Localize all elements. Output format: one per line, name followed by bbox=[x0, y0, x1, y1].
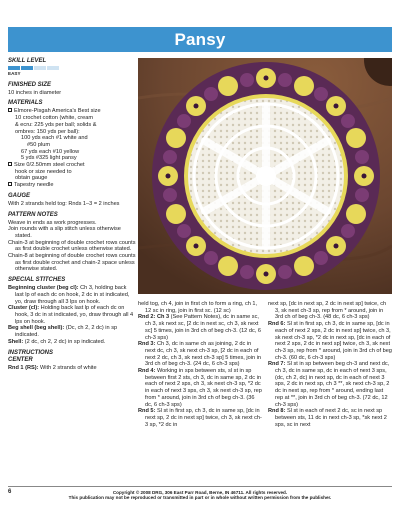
materials-item: Tapestry needle bbox=[8, 182, 136, 189]
footer-rule bbox=[8, 486, 392, 487]
gauge-section bbox=[8, 193, 136, 208]
gauge-heading: GAUGE bbox=[8, 192, 31, 199]
round-instruction: Rnd 8: Sl st in each of next 2 dc, sc in next sp between sts, 11 dc in next ch-3 sp, *sk next 2 sps, sc in next bbox=[268, 408, 387, 428]
materials-item-detail: ombres: 150 yds per ball): bbox=[15, 128, 80, 135]
round-instruction: Rnd 3: Ch 3, dc in same ch as joining, 2 dc in next dc, ch 3, sk next ch-3 sp, [2 dc in each of next 2 dc, ch 3, sk next ch-3 sp] 5 times, join in 3rd ch of beg ch-3. (24 dc, 6 ch-3 sps) bbox=[138, 341, 261, 368]
skill-level-segment bbox=[21, 66, 33, 70]
materials-item: Elmore-Pisgah America's Best size bbox=[8, 108, 136, 115]
finished-size-section bbox=[8, 82, 136, 97]
round-instruction: Rnd 4: Working in sps between sts, sl st in sp between first 2 sts, ch 3, dc in same sp, 2 dc in each of next 2 sps, ch 3, sk next ch-3 sp, *2 dc in each of next 3 sps, ch 3, sk next ch-3 sp, rep from * around, join in 3rd ch of beg ch-3. (36 dc, 6 ch-3 sps) bbox=[138, 368, 262, 408]
checkbox-icon bbox=[8, 108, 12, 112]
skill-level-value: EASY bbox=[8, 71, 21, 76]
stitch-definition: Shell: (2 dc, ch 2, 2 dc) in sp indicated. bbox=[8, 338, 106, 345]
pattern-note: Chain-3 at beginning of double crochet rows counts as first double crochet unless otherwise stated. bbox=[8, 239, 136, 253]
pattern-notes-section bbox=[8, 212, 136, 274]
round-instruction: held tog, ch 4, join in first ch to form a ring, ch 1, 12 sc in ring, join in first sc. (12 sc) bbox=[138, 301, 258, 314]
special-stitches-heading: SPECIAL STITCHES bbox=[8, 277, 66, 284]
gauge-text: With 2 strands held tog: Rnds 1–3 = 2 inches bbox=[8, 200, 120, 207]
special-stitches-section bbox=[8, 277, 136, 345]
skill-level-segment bbox=[8, 66, 20, 70]
round-instruction: Rnd 7: Sl st in sp between beg ch-3 and next dc, ch 3, dc in same sp, dc in each of next 3 sps, (dc, ch 2, dc) in next sp, dc in each of next 3 sps, 2 dc in next sp, ch 3 **, sk next ch-3 sp, 2 dc in next sp, rep from * around, ending last rep at **, join in 3rd ch of beg ch-3. (72 dc, 12 ch-3 sps) bbox=[268, 361, 390, 408]
stitch-definition: Beg shell (beg shell): (Dc, ch 2, 2 dc) in sp indicated. bbox=[8, 325, 118, 339]
checkbox-icon bbox=[8, 162, 12, 166]
materials-sub-item: #50 plum bbox=[27, 141, 51, 148]
materials-item-detail: obtain gauge bbox=[15, 175, 48, 182]
doily-photo bbox=[138, 58, 392, 294]
materials-sub-item: 67 yds each #10 yellow bbox=[21, 148, 80, 155]
doily-image bbox=[138, 58, 392, 294]
left-column bbox=[8, 58, 136, 371]
finished-size-text: 10 inches in diameter bbox=[8, 89, 62, 96]
page-title: Pansy bbox=[174, 29, 226, 49]
materials-sub-item: 100 yds each #1 white and bbox=[21, 135, 88, 142]
skill-level-section bbox=[8, 58, 136, 78]
instructions-section bbox=[8, 350, 136, 372]
materials-item-detail: 10 crochet cotton (white, cream bbox=[15, 115, 94, 122]
skill-level-segment bbox=[34, 66, 46, 70]
materials-item: Size 0/2.50mm steel crochet bbox=[8, 162, 136, 169]
instructions-column-3 bbox=[268, 301, 392, 428]
pattern-note: Chain-8 at beginning of double crochet rows counts as first double crochet and chain-2 space unless otherwise stated. bbox=[8, 253, 136, 273]
materials-heading: MATERIALS bbox=[8, 100, 43, 107]
skill-level-meter bbox=[8, 66, 136, 70]
stitch-definition: Beginning cluster (beg cl): Ch 3, holding back last lp of each dc on hook, 2 dc in st indicated, yo, draw through all 3 lps on hook. bbox=[8, 285, 130, 305]
reproduction-notice: This publication may not be reproduced or transmitted in part or in whole without written permission from the publisher. bbox=[68, 495, 332, 501]
title-bar bbox=[8, 27, 392, 52]
instructions-column-2 bbox=[138, 301, 262, 428]
pattern-note: Join rounds with a slip stitch unless otherwise stated. bbox=[8, 226, 121, 239]
instructions-heading: INSTRUCTIONS bbox=[8, 349, 53, 356]
round-instruction: next sp, [dc in next sp, 2 dc in next sp] twice, ch 3, sk next ch-3 sp, rep from * around, join in 3rd ch of beg ch-3. (48 dc, 6 ch-3 sps) bbox=[268, 301, 387, 321]
materials-item-detail: hook or size needed to bbox=[15, 168, 72, 175]
round-instruction: Rnd 2: Ch 3 (See Pattern Notes), dc in same sc, ch 3, sk next sc, [2 dc in next sc, ch 3, sk next sc] 5 times, join in 3rd ch of beg ch-3. (12 dc, 6 ch-3 sps) bbox=[138, 314, 261, 341]
pattern-notes-heading: PATTERN NOTES bbox=[8, 211, 58, 218]
skill-level-heading: SKILL LEVEL bbox=[8, 58, 47, 64]
checkbox-icon bbox=[8, 182, 12, 186]
materials-item-detail: & ecru: 225 yds per ball; solids & bbox=[15, 121, 97, 128]
finished-size-heading: FINISHED SIZE bbox=[8, 81, 52, 88]
skill-level-segment bbox=[47, 66, 59, 70]
pattern-note: Weave in ends as work progresses. bbox=[8, 219, 97, 226]
round-instruction: Rnd 1 (RS): With 2 strands of white bbox=[8, 364, 97, 371]
page-number: 6 bbox=[8, 489, 12, 495]
copyright-text: Copyright © 2008 DRG, 306 East Parr Road, Berne, IN 46711. All rights reserved. bbox=[112, 490, 288, 495]
instructions-subheading: CENTER bbox=[8, 356, 33, 363]
footer bbox=[8, 490, 392, 501]
round-instruction: Rnd 5: Sl st in first sp, ch 3, dc in same sp, [dc in next sp, 2 dc in next sp] twice, ch 3, sk next ch-3 sp, *2 dc in bbox=[138, 408, 262, 428]
materials-section bbox=[8, 100, 136, 188]
round-instruction: Rnd 6: Sl st in first sp, ch 3, dc in same sp, [dc in each of next 2 sps, 2 dc in next sp] twice, ch 3, sk next ch-3 sp, *2 dc in next sp, [dc in each of next 2 sps, 2 dc in next sp] twice, ch 3, sk next ch-3 sp, rep from * around, join in 3rd ch of beg ch-3. (60 dc, 6 ch-3 sps) bbox=[268, 321, 392, 361]
materials-sub-item: 5 yds #325 light pansy bbox=[21, 155, 77, 162]
stitch-definition: Cluster (cl): Holding back last lp of each dc on hook, 3 dc in st indicated, yo, draw through all 4 lps on hook. bbox=[8, 305, 134, 325]
